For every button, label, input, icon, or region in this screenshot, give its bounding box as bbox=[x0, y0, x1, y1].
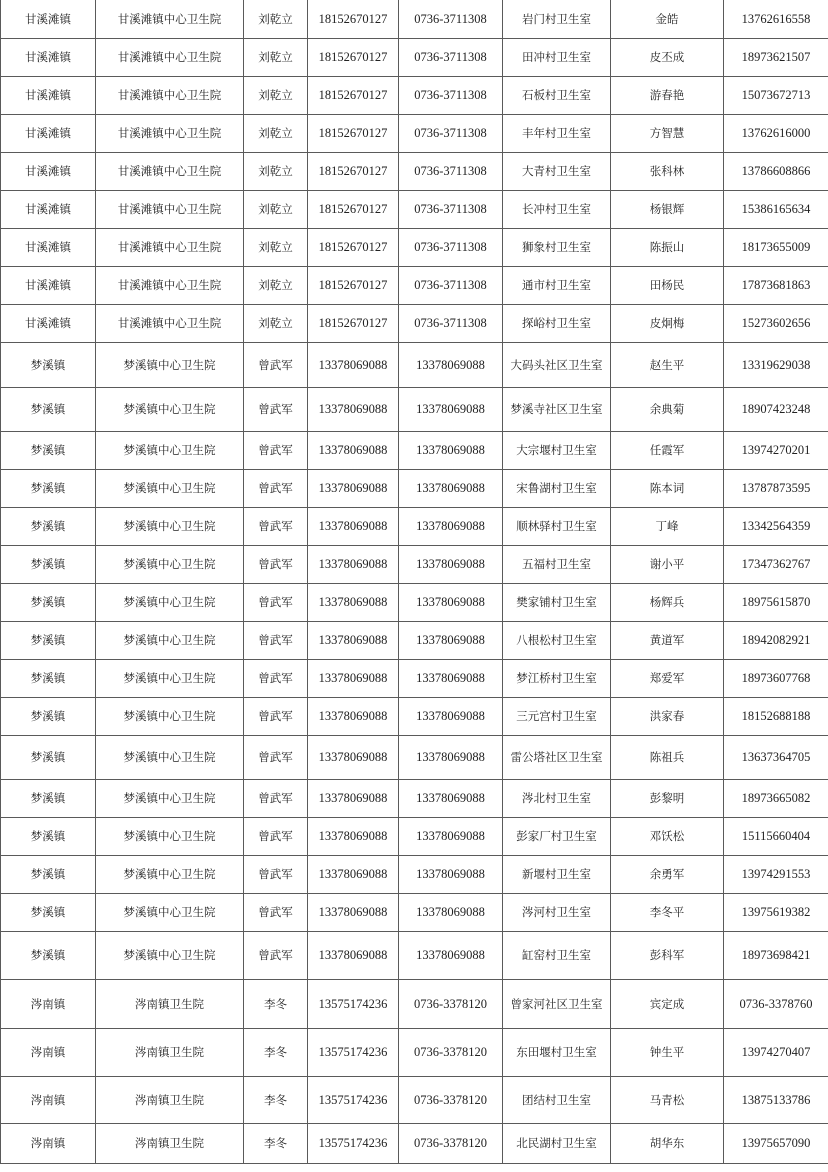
office-phone-cell: 13378069088 bbox=[399, 432, 503, 470]
office-phone-cell: 13378069088 bbox=[399, 508, 503, 546]
contact-name-cell: 曾武军 bbox=[244, 780, 308, 818]
contact-name-cell: 曾武军 bbox=[244, 660, 308, 698]
contact-phone-cell: 13378069088 bbox=[308, 736, 399, 780]
doctor-phone-cell: 18973665082 bbox=[724, 780, 828, 818]
doctor-phone-cell: 13762616558 bbox=[724, 0, 828, 39]
clinic-cell: 梦江桥村卫生室 bbox=[503, 660, 611, 698]
contact-phone-cell: 18152670127 bbox=[308, 115, 399, 153]
hospital-cell: 甘溪滩镇中心卫生院 bbox=[96, 229, 244, 267]
contact-name-cell: 曾武军 bbox=[244, 343, 308, 388]
contact-phone-cell: 13378069088 bbox=[308, 432, 399, 470]
doctor-cell: 皮炯梅 bbox=[611, 305, 724, 343]
contact-name-cell: 刘乾立 bbox=[244, 229, 308, 267]
hospital-cell: 梦溪镇中心卫生院 bbox=[96, 508, 244, 546]
table-row bbox=[1, 894, 828, 932]
office-phone-cell: 0736-3711308 bbox=[399, 39, 503, 77]
hospital-cell: 梦溪镇中心卫生院 bbox=[96, 584, 244, 622]
doctor-cell: 李冬平 bbox=[611, 894, 724, 932]
table-row bbox=[1, 343, 828, 388]
office-phone-cell: 0736-3711308 bbox=[399, 305, 503, 343]
contact-name-cell: 曾武军 bbox=[244, 470, 308, 508]
town-cell: 涔南镇 bbox=[1, 1029, 96, 1077]
clinic-cell: 顺林驿村卫生室 bbox=[503, 508, 611, 546]
town-cell: 梦溪镇 bbox=[1, 818, 96, 856]
office-phone-cell: 13378069088 bbox=[399, 736, 503, 780]
clinic-cell: 团结村卫生室 bbox=[503, 1077, 611, 1124]
office-phone-cell: 13378069088 bbox=[399, 698, 503, 736]
doctor-cell: 余勇军 bbox=[611, 856, 724, 894]
town-cell: 涔南镇 bbox=[1, 1077, 96, 1124]
clinic-cell: 曾家河社区卫生室 bbox=[503, 980, 611, 1029]
clinic-cell: 雷公塔社区卫生室 bbox=[503, 736, 611, 780]
contact-phone-cell: 13378069088 bbox=[308, 546, 399, 584]
hospital-cell: 梦溪镇中心卫生院 bbox=[96, 388, 244, 432]
doctor-phone-cell: 13637364705 bbox=[724, 736, 828, 780]
office-phone-cell: 13378069088 bbox=[399, 470, 503, 508]
town-cell: 梦溪镇 bbox=[1, 660, 96, 698]
contact-name-cell: 李冬 bbox=[244, 1124, 308, 1164]
table-row bbox=[1, 388, 828, 432]
clinic-cell: 樊家铺村卫生室 bbox=[503, 584, 611, 622]
contact-name-cell: 刘乾立 bbox=[244, 39, 308, 77]
doctor-phone-cell: 13875133786 bbox=[724, 1077, 828, 1124]
contact-phone-cell: 13575174236 bbox=[308, 1124, 399, 1164]
contact-phone-cell: 18152670127 bbox=[308, 229, 399, 267]
doctor-cell: 游春艳 bbox=[611, 77, 724, 115]
hospital-cell: 梦溪镇中心卫生院 bbox=[96, 432, 244, 470]
office-phone-cell: 13378069088 bbox=[399, 894, 503, 932]
doctor-phone-cell: 13974270407 bbox=[724, 1029, 828, 1077]
contact-name-cell: 曾武军 bbox=[244, 584, 308, 622]
table-row bbox=[1, 432, 828, 470]
doctor-phone-cell: 18907423248 bbox=[724, 388, 828, 432]
clinic-cell: 梦溪寺社区卫生室 bbox=[503, 388, 611, 432]
doctor-phone-cell: 18173655009 bbox=[724, 229, 828, 267]
doctor-phone-cell: 13975657090 bbox=[724, 1124, 828, 1164]
doctor-phone-cell: 13787873595 bbox=[724, 470, 828, 508]
doctor-cell: 谢小平 bbox=[611, 546, 724, 584]
table-row bbox=[1, 698, 828, 736]
table-row bbox=[1, 622, 828, 660]
doctor-phone-cell: 13786608866 bbox=[724, 153, 828, 191]
office-phone-cell: 13378069088 bbox=[399, 546, 503, 584]
doctor-phone-cell: 15386165634 bbox=[724, 191, 828, 229]
table-row bbox=[1, 546, 828, 584]
town-cell: 甘溪滩镇 bbox=[1, 115, 96, 153]
contact-name-cell: 李冬 bbox=[244, 1029, 308, 1077]
table-row bbox=[1, 932, 828, 980]
office-phone-cell: 13378069088 bbox=[399, 343, 503, 388]
contact-phone-cell: 13378069088 bbox=[308, 780, 399, 818]
table-row bbox=[1, 229, 828, 267]
contact-phone-cell: 18152670127 bbox=[308, 267, 399, 305]
table-row bbox=[1, 584, 828, 622]
doctor-cell: 郑爱军 bbox=[611, 660, 724, 698]
clinic-cell: 八根松村卫生室 bbox=[503, 622, 611, 660]
table-row bbox=[1, 191, 828, 229]
town-cell: 甘溪滩镇 bbox=[1, 39, 96, 77]
town-cell: 梦溪镇 bbox=[1, 932, 96, 980]
hospital-cell: 甘溪滩镇中心卫生院 bbox=[96, 153, 244, 191]
hospital-cell: 涔南镇卫生院 bbox=[96, 1029, 244, 1077]
doctor-cell: 杨辉兵 bbox=[611, 584, 724, 622]
contact-name-cell: 曾武军 bbox=[244, 856, 308, 894]
hospital-cell: 梦溪镇中心卫生院 bbox=[96, 698, 244, 736]
doctor-cell: 彭科军 bbox=[611, 932, 724, 980]
contact-phone-cell: 13378069088 bbox=[308, 932, 399, 980]
town-cell: 梦溪镇 bbox=[1, 698, 96, 736]
contact-phone-cell: 18152670127 bbox=[308, 77, 399, 115]
office-phone-cell: 13378069088 bbox=[399, 932, 503, 980]
contact-phone-cell: 13378069088 bbox=[308, 894, 399, 932]
contact-phone-cell: 13378069088 bbox=[308, 584, 399, 622]
clinic-cell: 通市村卫生室 bbox=[503, 267, 611, 305]
town-cell: 甘溪滩镇 bbox=[1, 153, 96, 191]
clinic-cell: 丰年村卫生室 bbox=[503, 115, 611, 153]
office-phone-cell: 13378069088 bbox=[399, 780, 503, 818]
doctor-phone-cell: 15073672713 bbox=[724, 77, 828, 115]
doctor-phone-cell: 18973621507 bbox=[724, 39, 828, 77]
doctor-cell: 丁峰 bbox=[611, 508, 724, 546]
table-row bbox=[1, 39, 828, 77]
hospital-cell: 涔南镇卫生院 bbox=[96, 1077, 244, 1124]
table-row bbox=[1, 780, 828, 818]
town-cell: 梦溪镇 bbox=[1, 622, 96, 660]
table-body bbox=[1, 0, 828, 1164]
contact-phone-cell: 18152670127 bbox=[308, 39, 399, 77]
contact-phone-cell: 13378069088 bbox=[308, 343, 399, 388]
town-cell: 梦溪镇 bbox=[1, 856, 96, 894]
table-row bbox=[1, 267, 828, 305]
hospital-cell: 涔南镇卫生院 bbox=[96, 1124, 244, 1164]
hospital-cell: 梦溪镇中心卫生院 bbox=[96, 818, 244, 856]
doctor-cell: 胡华东 bbox=[611, 1124, 724, 1164]
doctor-cell: 方智慧 bbox=[611, 115, 724, 153]
contact-phone-cell: 18152670127 bbox=[308, 0, 399, 39]
town-cell: 甘溪滩镇 bbox=[1, 77, 96, 115]
clinic-cell: 涔北村卫生室 bbox=[503, 780, 611, 818]
office-phone-cell: 0736-3711308 bbox=[399, 229, 503, 267]
clinic-cell: 大青村卫生室 bbox=[503, 153, 611, 191]
doctor-cell: 陈本词 bbox=[611, 470, 724, 508]
table-row bbox=[1, 818, 828, 856]
town-cell: 甘溪滩镇 bbox=[1, 229, 96, 267]
contact-name-cell: 刘乾立 bbox=[244, 153, 308, 191]
doctor-cell: 陈振山 bbox=[611, 229, 724, 267]
doctor-cell: 赵生平 bbox=[611, 343, 724, 388]
contact-name-cell: 曾武军 bbox=[244, 894, 308, 932]
doctor-phone-cell: 0736-3378760 bbox=[724, 980, 828, 1029]
doctor-phone-cell: 18975615870 bbox=[724, 584, 828, 622]
town-cell: 甘溪滩镇 bbox=[1, 305, 96, 343]
hospital-cell: 梦溪镇中心卫生院 bbox=[96, 660, 244, 698]
clinic-cell: 彭家厂村卫生室 bbox=[503, 818, 611, 856]
hospital-cell: 梦溪镇中心卫生院 bbox=[96, 780, 244, 818]
town-cell: 甘溪滩镇 bbox=[1, 0, 96, 39]
doctor-phone-cell: 13342564359 bbox=[724, 508, 828, 546]
town-cell: 梦溪镇 bbox=[1, 584, 96, 622]
hospital-cell: 涔南镇卫生院 bbox=[96, 980, 244, 1029]
town-cell: 梦溪镇 bbox=[1, 546, 96, 584]
contact-phone-cell: 13378069088 bbox=[308, 622, 399, 660]
table-row bbox=[1, 0, 828, 39]
contact-name-cell: 刘乾立 bbox=[244, 305, 308, 343]
table-row bbox=[1, 115, 828, 153]
office-phone-cell: 0736-3711308 bbox=[399, 191, 503, 229]
clinic-cell: 涔河村卫生室 bbox=[503, 894, 611, 932]
clinic-cell: 田冲村卫生室 bbox=[503, 39, 611, 77]
town-cell: 梦溪镇 bbox=[1, 432, 96, 470]
doctor-cell: 任霞军 bbox=[611, 432, 724, 470]
clinic-cell: 五福村卫生室 bbox=[503, 546, 611, 584]
office-phone-cell: 0736-3378120 bbox=[399, 1029, 503, 1077]
contact-name-cell: 曾武军 bbox=[244, 818, 308, 856]
contact-phone-cell: 13575174236 bbox=[308, 1077, 399, 1124]
contact-name-cell: 李冬 bbox=[244, 980, 308, 1029]
town-cell: 梦溪镇 bbox=[1, 894, 96, 932]
office-phone-cell: 13378069088 bbox=[399, 388, 503, 432]
clinic-cell: 宋鲁湖村卫生室 bbox=[503, 470, 611, 508]
doctor-cell: 陈祖兵 bbox=[611, 736, 724, 780]
doctor-cell: 钟生平 bbox=[611, 1029, 724, 1077]
contact-phone-cell: 13378069088 bbox=[308, 470, 399, 508]
hospital-cell: 甘溪滩镇中心卫生院 bbox=[96, 115, 244, 153]
town-cell: 梦溪镇 bbox=[1, 780, 96, 818]
clinic-cell: 大宗堰村卫生室 bbox=[503, 432, 611, 470]
hospital-cell: 甘溪滩镇中心卫生院 bbox=[96, 0, 244, 39]
contact-name-cell: 李冬 bbox=[244, 1077, 308, 1124]
town-cell: 梦溪镇 bbox=[1, 508, 96, 546]
doctor-cell: 洪家春 bbox=[611, 698, 724, 736]
contact-name-cell: 曾武军 bbox=[244, 736, 308, 780]
contact-name-cell: 曾武军 bbox=[244, 388, 308, 432]
contact-name-cell: 刘乾立 bbox=[244, 191, 308, 229]
clinic-cell: 东田堰村卫生室 bbox=[503, 1029, 611, 1077]
contact-name-cell: 刘乾立 bbox=[244, 267, 308, 305]
town-cell: 梦溪镇 bbox=[1, 736, 96, 780]
doctor-phone-cell: 18152688188 bbox=[724, 698, 828, 736]
table-row bbox=[1, 1077, 828, 1124]
clinic-cell: 长冲村卫生室 bbox=[503, 191, 611, 229]
contact-name-cell: 曾武军 bbox=[244, 546, 308, 584]
office-phone-cell: 13378069088 bbox=[399, 622, 503, 660]
contact-name-cell: 曾武军 bbox=[244, 932, 308, 980]
contact-phone-cell: 13378069088 bbox=[308, 508, 399, 546]
doctor-phone-cell: 13974291553 bbox=[724, 856, 828, 894]
doctor-phone-cell: 18973698421 bbox=[724, 932, 828, 980]
doctor-cell: 宾定成 bbox=[611, 980, 724, 1029]
table-row bbox=[1, 508, 828, 546]
town-cell: 涔南镇 bbox=[1, 1124, 96, 1164]
contact-phone-cell: 13378069088 bbox=[308, 698, 399, 736]
doctor-phone-cell: 17347362767 bbox=[724, 546, 828, 584]
doctor-cell: 金皓 bbox=[611, 0, 724, 39]
town-cell: 甘溪滩镇 bbox=[1, 267, 96, 305]
hospital-cell: 甘溪滩镇中心卫生院 bbox=[96, 305, 244, 343]
town-cell: 梦溪镇 bbox=[1, 470, 96, 508]
doctor-phone-cell: 18973607768 bbox=[724, 660, 828, 698]
town-cell: 梦溪镇 bbox=[1, 388, 96, 432]
office-phone-cell: 0736-3711308 bbox=[399, 0, 503, 39]
town-cell: 涔南镇 bbox=[1, 980, 96, 1029]
clinic-cell: 缸窑村卫生室 bbox=[503, 932, 611, 980]
clinic-cell: 狮象村卫生室 bbox=[503, 229, 611, 267]
office-phone-cell: 0736-3711308 bbox=[399, 115, 503, 153]
office-phone-cell: 0736-3378120 bbox=[399, 1077, 503, 1124]
doctor-cell: 田杨民 bbox=[611, 267, 724, 305]
hospital-cell: 梦溪镇中心卫生院 bbox=[96, 856, 244, 894]
doctor-phone-cell: 13975619382 bbox=[724, 894, 828, 932]
doctor-phone-cell: 17873681863 bbox=[724, 267, 828, 305]
clinic-cell: 岩门村卫生室 bbox=[503, 0, 611, 39]
contact-phone-cell: 18152670127 bbox=[308, 153, 399, 191]
hospital-cell: 甘溪滩镇中心卫生院 bbox=[96, 77, 244, 115]
doctor-cell: 彭黎明 bbox=[611, 780, 724, 818]
hospital-cell: 梦溪镇中心卫生院 bbox=[96, 470, 244, 508]
table-row bbox=[1, 856, 828, 894]
contact-phone-cell: 18152670127 bbox=[308, 305, 399, 343]
table-row bbox=[1, 77, 828, 115]
doctor-cell: 邓饫松 bbox=[611, 818, 724, 856]
doctor-cell: 皮丕成 bbox=[611, 39, 724, 77]
office-phone-cell: 0736-3378120 bbox=[399, 1124, 503, 1164]
table-row bbox=[1, 736, 828, 780]
doctor-phone-cell: 15273602656 bbox=[724, 305, 828, 343]
office-phone-cell: 13378069088 bbox=[399, 818, 503, 856]
office-phone-cell: 13378069088 bbox=[399, 584, 503, 622]
contact-phone-cell: 13378069088 bbox=[308, 856, 399, 894]
contact-phone-cell: 18152670127 bbox=[308, 191, 399, 229]
contact-name-cell: 曾武军 bbox=[244, 698, 308, 736]
office-phone-cell: 0736-3711308 bbox=[399, 77, 503, 115]
hospital-cell: 甘溪滩镇中心卫生院 bbox=[96, 191, 244, 229]
table-row bbox=[1, 153, 828, 191]
hospital-cell: 甘溪滩镇中心卫生院 bbox=[96, 39, 244, 77]
contact-phone-cell: 13378069088 bbox=[308, 388, 399, 432]
clinic-cell: 石板村卫生室 bbox=[503, 77, 611, 115]
contact-name-cell: 刘乾立 bbox=[244, 0, 308, 39]
hospital-cell: 梦溪镇中心卫生院 bbox=[96, 622, 244, 660]
hospital-cell: 梦溪镇中心卫生院 bbox=[96, 736, 244, 780]
contact-phone-cell: 13378069088 bbox=[308, 818, 399, 856]
clinic-cell: 大码头社区卫生室 bbox=[503, 343, 611, 388]
table-row bbox=[1, 1029, 828, 1077]
clinic-cell: 北民湖村卫生室 bbox=[503, 1124, 611, 1164]
hospital-cell: 梦溪镇中心卫生院 bbox=[96, 894, 244, 932]
office-phone-cell: 0736-3711308 bbox=[399, 267, 503, 305]
town-cell: 甘溪滩镇 bbox=[1, 191, 96, 229]
hospital-cell: 甘溪滩镇中心卫生院 bbox=[96, 267, 244, 305]
doctor-cell: 杨银辉 bbox=[611, 191, 724, 229]
contact-name-cell: 刘乾立 bbox=[244, 77, 308, 115]
table-row bbox=[1, 980, 828, 1029]
clinic-cell: 新堰村卫生室 bbox=[503, 856, 611, 894]
table-row bbox=[1, 305, 828, 343]
office-phone-cell: 13378069088 bbox=[399, 856, 503, 894]
office-phone-cell: 0736-3378120 bbox=[399, 980, 503, 1029]
table-row bbox=[1, 660, 828, 698]
doctor-cell: 余典菊 bbox=[611, 388, 724, 432]
doctor-phone-cell: 13974270201 bbox=[724, 432, 828, 470]
contact-phone-cell: 13378069088 bbox=[308, 660, 399, 698]
office-phone-cell: 0736-3711308 bbox=[399, 153, 503, 191]
hospital-cell: 梦溪镇中心卫生院 bbox=[96, 932, 244, 980]
table-row bbox=[1, 470, 828, 508]
contact-name-cell: 曾武军 bbox=[244, 508, 308, 546]
contact-name-cell: 曾武军 bbox=[244, 622, 308, 660]
contact-phone-cell: 13575174236 bbox=[308, 1029, 399, 1077]
doctor-cell: 马青松 bbox=[611, 1077, 724, 1124]
doctor-phone-cell: 13319629038 bbox=[724, 343, 828, 388]
town-cell: 梦溪镇 bbox=[1, 343, 96, 388]
clinic-cell: 探峪村卫生室 bbox=[503, 305, 611, 343]
doctor-phone-cell: 18942082921 bbox=[724, 622, 828, 660]
contact-name-cell: 刘乾立 bbox=[244, 115, 308, 153]
clinic-cell: 三元宫村卫生室 bbox=[503, 698, 611, 736]
doctor-cell: 张科林 bbox=[611, 153, 724, 191]
hospital-cell: 梦溪镇中心卫生院 bbox=[96, 343, 244, 388]
office-phone-cell: 13378069088 bbox=[399, 660, 503, 698]
doctor-phone-cell: 15115660404 bbox=[724, 818, 828, 856]
doctor-phone-cell: 13762616000 bbox=[724, 115, 828, 153]
contact-name-cell: 曾武军 bbox=[244, 432, 308, 470]
contact-phone-cell: 13575174236 bbox=[308, 980, 399, 1029]
doctor-cell: 黄道军 bbox=[611, 622, 724, 660]
hospital-cell: 梦溪镇中心卫生院 bbox=[96, 546, 244, 584]
table-row bbox=[1, 1124, 828, 1164]
